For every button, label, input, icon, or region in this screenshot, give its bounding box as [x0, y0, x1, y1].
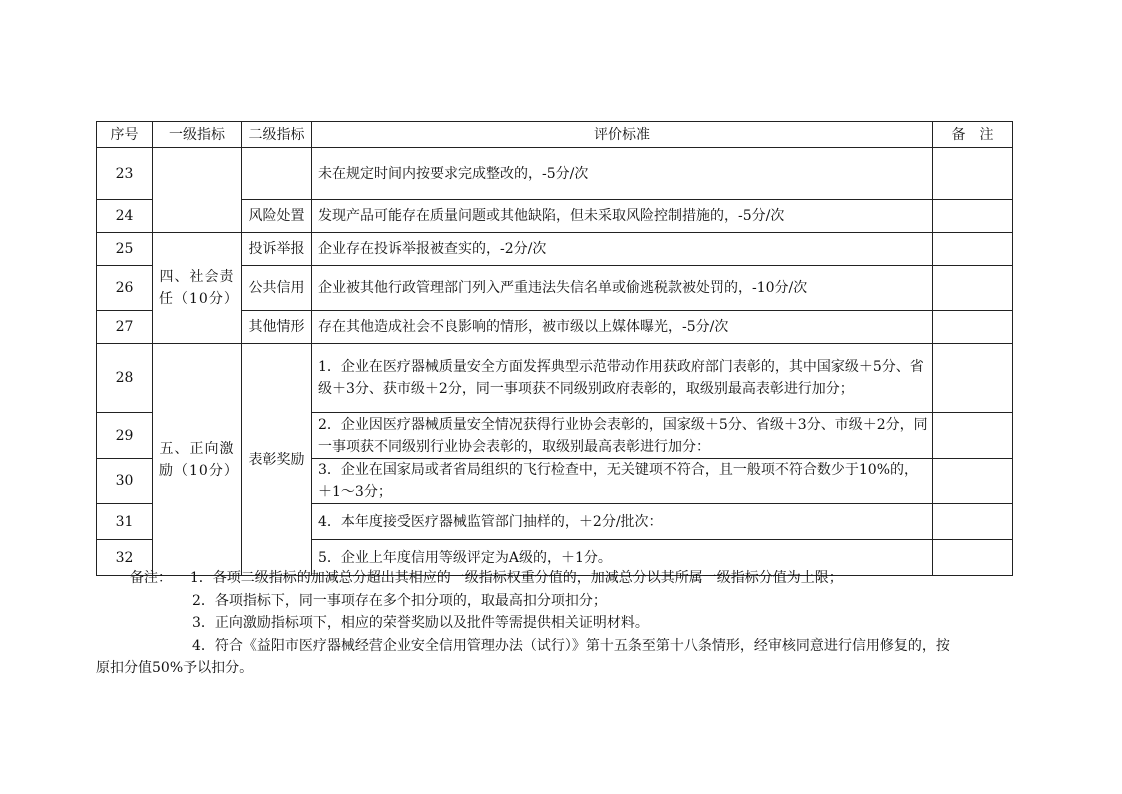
criteria-cell: 企业存在投诉举报被查实的，-2分/次	[312, 233, 933, 266]
note-4: 4．符合《益阳市医疗器械经营企业安全信用管理办法（试行）》第十五条至第十八条情形，经审核同意进行信用修复的，按	[192, 637, 950, 654]
remarks-cell	[933, 344, 1013, 413]
level1-cell: 五、正向激励（10分）	[153, 344, 242, 576]
evaluation-table	[96, 121, 1013, 576]
level2-cell: 表彰奖励	[242, 344, 312, 576]
note-2: 2．各项指标下，同一事项存在多个扣分项的，取最高扣分项扣分；	[192, 592, 607, 609]
level2-cell: 风险处置	[242, 200, 312, 233]
row-number: 25	[97, 233, 153, 266]
note-4-continued: 原扣分值50%予以扣分。	[96, 660, 254, 676]
criteria-cell: 2．企业因医疗器械质量安全情况获得行业协会表彰的，国家级＋5分、省级＋3分、市级＋2分，同一事项获不同级别行业协会表彰的，取级别最高表彰进行加分：	[312, 413, 933, 459]
header-seq: 序号	[97, 122, 153, 148]
row-number: 26	[97, 266, 153, 311]
table-row	[97, 148, 1013, 200]
criteria-cell: 未在规定时间内按要求完成整改的，-5分/次	[312, 148, 933, 200]
note-1: 1．各项二级指标的加减总分超出其相应的一级指标权重分值的，加减总分以其所属一级指标分值为上限；	[189, 570, 843, 586]
remarks-cell	[933, 413, 1013, 459]
criteria-cell: 3．企业在国家局或者省局组织的飞行检查中，无关键项不符合，且一般项不符合数少于10%的，＋1～3分；	[312, 459, 933, 504]
level2-cell: 投诉举报	[242, 233, 312, 266]
row-number: 32	[97, 540, 153, 576]
row-number: 23	[97, 148, 153, 200]
row-number: 29	[97, 413, 153, 459]
notes-label: 备注：	[130, 570, 172, 586]
header-remarks: 备 注	[933, 122, 1013, 148]
row-number: 28	[97, 344, 153, 413]
level2-cell: 其他情形	[242, 311, 312, 344]
criteria-cell: 企业被其他行政管理部门列入严重违法失信名单或偷逃税款被处罚的，-10分/次	[312, 266, 933, 311]
criteria-cell: 5．企业上年度信用等级评定为A级的，＋1分。	[312, 540, 933, 576]
criteria-cell: 1．企业在医疗器械质量安全方面发挥典型示范带动作用获政府部门表彰的，其中国家级＋5分、省级＋3分、获市级＋2分，同一事项获不同级别政府表彰的，取级别最高表彰进行加分；	[312, 344, 933, 413]
level2-cell: 公共信用	[242, 266, 312, 311]
level1-cell-empty	[153, 148, 242, 233]
criteria-cell: 发现产品可能存在质量问题或其他缺陷，但未采取风险控制措施的，-5分/次	[312, 200, 933, 233]
header-level2: 二级指标	[242, 122, 312, 148]
row-number: 24	[97, 200, 153, 233]
row-number: 30	[97, 459, 153, 504]
criteria-cell: 4．本年度接受医疗器械监管部门抽样的，＋2分/批次：	[312, 504, 933, 540]
notes-section	[96, 567, 1026, 680]
remarks-cell	[933, 200, 1013, 233]
level2-cell-empty	[242, 148, 312, 200]
remarks-cell	[933, 504, 1013, 540]
row-number: 31	[97, 504, 153, 540]
header-criteria: 评价标准	[312, 122, 933, 148]
table-row	[97, 344, 1013, 413]
remarks-cell	[933, 233, 1013, 266]
note-3: 3．正向激励指标项下，相应的荣誉奖励以及批件等需提供相关证明材料。	[192, 615, 649, 631]
remarks-cell	[933, 266, 1013, 311]
note-line-1	[96, 567, 1026, 590]
level1-cell: 四、社会责任（10分）	[153, 233, 242, 344]
remarks-cell	[933, 148, 1013, 200]
header-level1: 一级指标	[153, 122, 242, 148]
table-header-row	[97, 122, 1013, 148]
row-number: 27	[97, 311, 153, 344]
criteria-cell: 存在其他造成社会不良影响的情形，被市级以上媒体曝光，-5分/次	[312, 311, 933, 344]
table-row	[97, 233, 1013, 266]
remarks-cell	[933, 459, 1013, 504]
remarks-cell	[933, 311, 1013, 344]
